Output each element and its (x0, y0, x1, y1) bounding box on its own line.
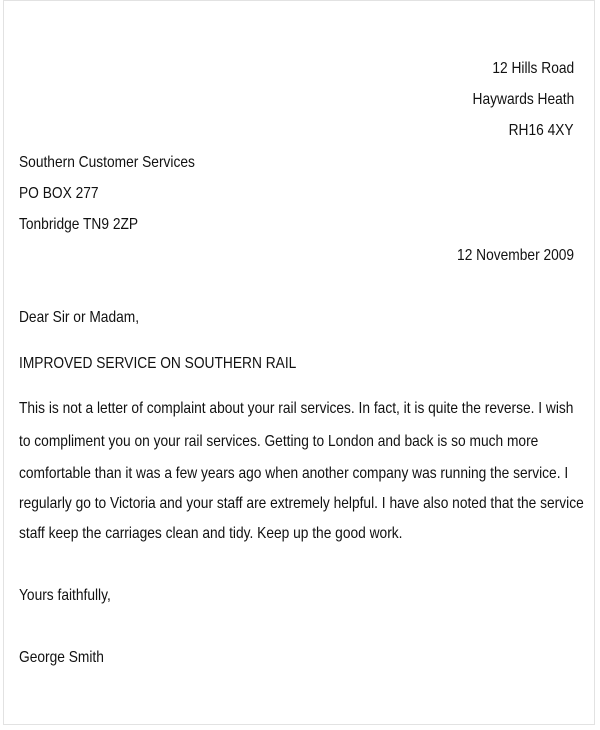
body-line: comfortable than it was a few years ago when another company was running the service. I (19, 465, 569, 482)
recipient-address-line-2: PO BOX 277 (19, 185, 99, 202)
closing: Yours faithfully, (19, 587, 111, 604)
sender-address-line-1: 12 Hills Road (492, 60, 574, 77)
body-line: This is not a letter of complaint about your rail services. In fact, it is quite the reverse. I wish (19, 400, 574, 417)
letter-date: 12 November 2009 (456, 247, 574, 264)
sender-address-line-3: RH16 4XY (508, 122, 574, 139)
recipient-address-line-1: Southern Customer Services (19, 154, 195, 171)
sender-address-line-2: Haywards Heath (472, 91, 574, 108)
body-line: staff keep the carriages clean and tidy. Keep up the good work. (19, 525, 403, 542)
body-line: to compliment you on your rail services. Getting to London and back is so much more (19, 433, 539, 450)
signature-name: George Smith (19, 649, 104, 666)
letter-subject: IMPROVED SERVICE ON SOUTHERN RAIL (19, 355, 297, 372)
letter-page (3, 0, 595, 725)
body-line: regularly go to Victoria and your staff are extremely helpful. I have also noted that the service (19, 495, 584, 512)
recipient-address-line-3: Tonbridge TN9 2ZP (19, 216, 139, 233)
salutation: Dear Sir or Madam, (19, 309, 140, 326)
